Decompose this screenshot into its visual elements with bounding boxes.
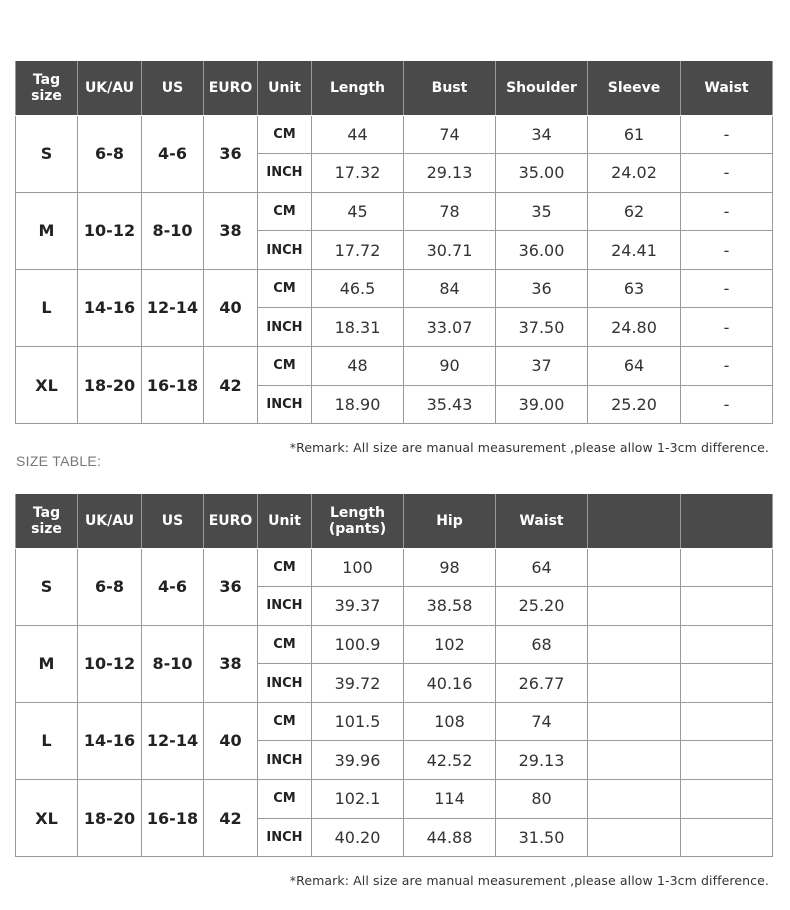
measurement-cell: 100 [312,548,404,587]
euro-cell: 40 [204,269,258,346]
measurement-cell [681,780,773,819]
measurement-cell: - [681,115,773,154]
measurement-cell: 64 [588,347,681,386]
measurement-cell: 40.16 [404,664,496,703]
measurement-cell: 18.31 [312,308,404,347]
us-cell: 4-6 [142,548,204,625]
header-unit: Unit [258,61,312,115]
measurement-cell: 24.02 [588,154,681,193]
measurement-cell: 90 [404,347,496,386]
header-uk-au: UK/AU [78,61,142,115]
measurement-cell: 68 [496,625,588,664]
measurement-cell: 62 [588,192,681,231]
us-cell: 16-18 [142,780,204,857]
bottom-table-header-row [16,494,773,548]
measurement-cell: 44 [312,115,404,154]
measurement-cell [588,818,681,857]
measurement-cell: 17.32 [312,154,404,193]
measurement-cell: 25.20 [496,587,588,626]
measurement-cell: 39.96 [312,741,404,780]
header-us: US [142,61,204,115]
measurement-cell: - [681,231,773,270]
unit-cell: INCH [258,385,312,424]
measurement-cell: 30.71 [404,231,496,270]
table-row [16,625,773,664]
measurement-cell: 37.50 [496,308,588,347]
uk-au-cell: 10-12 [78,192,142,269]
header-empty [588,494,681,548]
measurement-cell: 114 [404,780,496,819]
unit-cell: INCH [258,664,312,703]
uk-au-cell: 6-8 [78,115,142,192]
measurement-cell: 74 [496,702,588,741]
table-row [16,780,773,819]
measurement-cell: 74 [404,115,496,154]
unit-cell: INCH [258,154,312,193]
tag-size-cell: L [16,702,78,779]
measurement-cell: 84 [404,269,496,308]
measurement-cell [681,702,773,741]
measurement-cell [681,548,773,587]
measurement-cell: 78 [404,192,496,231]
unit-cell: CM [258,548,312,587]
measurement-cell [681,587,773,626]
measurement-cell: 38.58 [404,587,496,626]
measurement-cell: - [681,269,773,308]
euro-cell: 42 [204,347,258,424]
uk-au-cell: 18-20 [78,347,142,424]
measurement-cell [681,741,773,780]
measurement-cell: 39.72 [312,664,404,703]
measurement-cell: 34 [496,115,588,154]
table-row [16,192,773,231]
measurement-cell: 101.5 [312,702,404,741]
measurement-cell: 35.43 [404,385,496,424]
unit-cell: CM [258,192,312,231]
header-shoulder: Shoulder [496,61,588,115]
measurement-cell: 39.37 [312,587,404,626]
header-unit: Unit [258,494,312,548]
measurement-cell: 98 [404,548,496,587]
unit-cell: CM [258,625,312,664]
unit-cell: CM [258,702,312,741]
measurement-cell: 25.20 [588,385,681,424]
measurement-cell: 64 [496,548,588,587]
measurement-cell [681,818,773,857]
header-tag-size: Tag size [16,494,78,548]
us-cell: 8-10 [142,192,204,269]
measurement-cell: 48 [312,347,404,386]
header-euro: EURO [204,61,258,115]
measurement-cell [681,625,773,664]
measurement-cell: 29.13 [496,741,588,780]
tag-size-cell: M [16,192,78,269]
unit-cell: INCH [258,587,312,626]
uk-au-cell: 14-16 [78,702,142,779]
table-row [16,548,773,587]
top-size-table [15,61,773,424]
tag-size-cell: XL [16,347,78,424]
measurement-cell: - [681,308,773,347]
measurement-cell: - [681,192,773,231]
header-uk-au: UK/AU [78,494,142,548]
header-euro: EURO [204,494,258,548]
measurement-cell: 80 [496,780,588,819]
us-cell: 16-18 [142,347,204,424]
table-row [16,115,773,154]
measurement-cell: 29.13 [404,154,496,193]
unit-cell: CM [258,115,312,154]
measurement-cell: 42.52 [404,741,496,780]
measurement-cell: 63 [588,269,681,308]
uk-au-cell: 14-16 [78,269,142,346]
tag-size-cell: L [16,269,78,346]
measurement-cell: 37 [496,347,588,386]
measurement-cell: 102.1 [312,780,404,819]
measurement-cell: 18.90 [312,385,404,424]
tag-size-cell: S [16,115,78,192]
measurement-cell [588,587,681,626]
us-cell: 12-14 [142,702,204,779]
euro-cell: 42 [204,780,258,857]
table-row [16,269,773,308]
euro-cell: 36 [204,548,258,625]
header-waist: Waist [496,494,588,548]
us-cell: 8-10 [142,625,204,702]
unit-cell: CM [258,269,312,308]
header-waist: Waist [681,61,773,115]
measurement-cell: 40.20 [312,818,404,857]
tag-size-cell: XL [16,780,78,857]
remark-note: *Remark: All size are manual measurement ,please allow 1-3cm difference. [289,440,769,455]
tag-size-cell: M [16,625,78,702]
table-row [16,347,773,386]
measurement-cell: 31.50 [496,818,588,857]
uk-au-cell: 6-8 [78,548,142,625]
measurement-cell: 26.77 [496,664,588,703]
section-label: SIZE TABLE: [16,453,102,469]
euro-cell: 38 [204,625,258,702]
measurement-cell [588,780,681,819]
measurement-cell: 35.00 [496,154,588,193]
measurement-cell: 39.00 [496,385,588,424]
measurement-cell [588,702,681,741]
header-hip: Hip [404,494,496,548]
measurement-cell: - [681,154,773,193]
measurement-cell: - [681,385,773,424]
uk-au-cell: 18-20 [78,780,142,857]
measurement-cell [681,664,773,703]
header-length-pants: Length (pants) [312,494,404,548]
unit-cell: INCH [258,308,312,347]
measurement-cell: 35 [496,192,588,231]
measurement-cell [588,741,681,780]
tag-size-cell: S [16,548,78,625]
remark-note: *Remark: All size are manual measurement ,please allow 1-3cm difference. [289,873,769,888]
unit-cell: CM [258,780,312,819]
unit-cell: CM [258,347,312,386]
unit-cell: INCH [258,818,312,857]
bottom-size-table [15,494,773,857]
measurement-cell: 100.9 [312,625,404,664]
table-row [16,702,773,741]
measurement-cell: 108 [404,702,496,741]
us-cell: 4-6 [142,115,204,192]
header-length: Length [312,61,404,115]
measurement-cell: 17.72 [312,231,404,270]
measurement-cell: 24.41 [588,231,681,270]
header-sleeve: Sleeve [588,61,681,115]
euro-cell: 38 [204,192,258,269]
measurement-cell: 33.07 [404,308,496,347]
measurement-cell: - [681,347,773,386]
unit-cell: INCH [258,231,312,270]
measurement-cell: 45 [312,192,404,231]
measurement-cell [588,548,681,587]
header-bust: Bust [404,61,496,115]
euro-cell: 36 [204,115,258,192]
top-table-header-row [16,61,773,115]
measurement-cell: 36.00 [496,231,588,270]
measurement-cell: 36 [496,269,588,308]
us-cell: 12-14 [142,269,204,346]
uk-au-cell: 10-12 [78,625,142,702]
measurement-cell [588,625,681,664]
measurement-cell: 24.80 [588,308,681,347]
measurement-cell: 102 [404,625,496,664]
measurement-cell [588,664,681,703]
header-empty [681,494,773,548]
measurement-cell: 44.88 [404,818,496,857]
unit-cell: INCH [258,741,312,780]
measurement-cell: 46.5 [312,269,404,308]
header-us: US [142,494,204,548]
euro-cell: 40 [204,702,258,779]
header-tag-size: Tag size [16,61,78,115]
measurement-cell: 61 [588,115,681,154]
